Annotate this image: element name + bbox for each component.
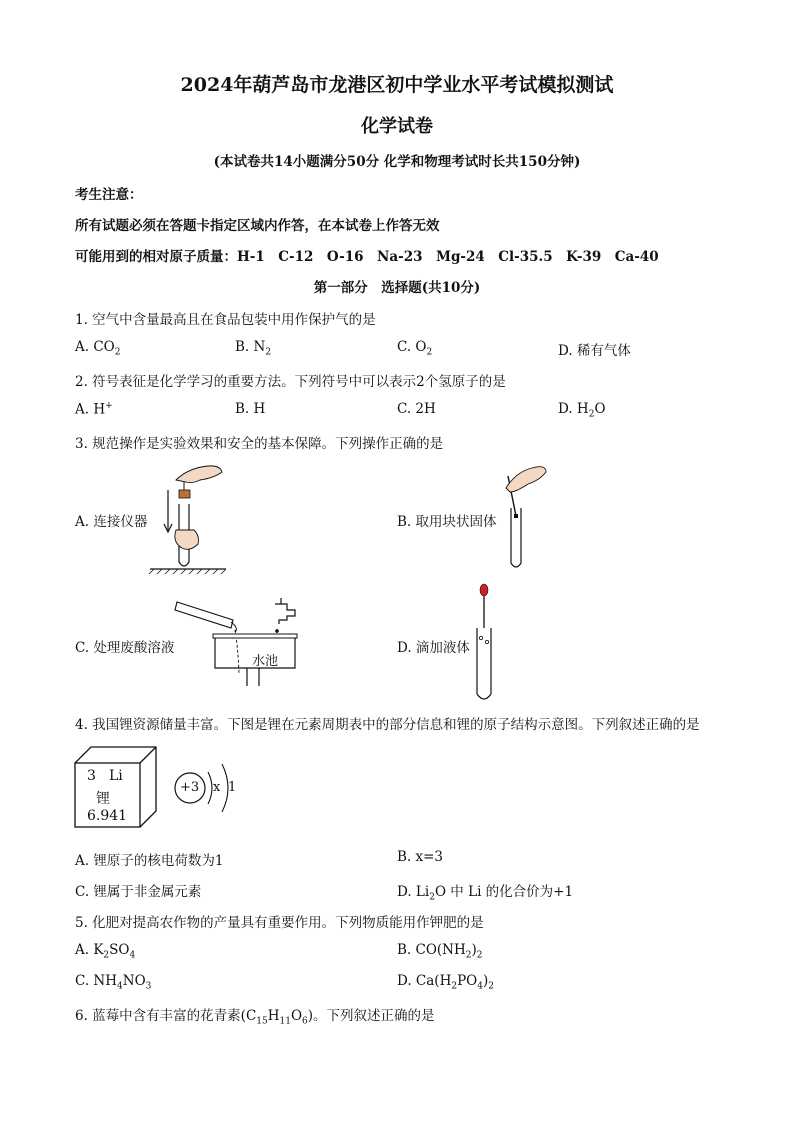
element-mass: 6.941 (87, 808, 128, 824)
question-1-option-b: B. $N_2$ (235, 339, 272, 358)
question-5-option-a: A. $K_2SO_4$ (75, 942, 136, 961)
section-title: 第一部分 选择题(共10分) (313, 280, 481, 296)
element-number: 3 (87, 768, 96, 784)
notice-label: 考生注意： (75, 187, 143, 203)
question-5-option-c: C. $NH_4NO_3$ (75, 973, 152, 992)
connect-apparatus-illustration (148, 460, 228, 575)
exam-note: (本试卷共14小题满分50分 化学和物理考试时长共150分钟) (213, 154, 581, 170)
question-2-option-b: B. H (235, 401, 266, 417)
question-6-stem: 6. 蓝莓中含有丰富的花青素$(C_{15}H_{11}O_6)$。下列叙述正确的是 (75, 1008, 435, 1027)
drop-liquid-illustration (470, 582, 500, 704)
exam-title: 2024年葫芦岛市龙港区初中学业水平考试模拟测试 (180, 74, 614, 96)
question-5-stem: 5. 化肥对提高农作物的产量具有重要作用。下列物质能用作钾肥的是 (75, 915, 484, 931)
take-solid-illustration (496, 458, 556, 573)
question-2-option-c: C. 2H (397, 401, 436, 417)
question-3-option-b: B. 取用块状固体 (397, 514, 497, 530)
question-3-option-d: D. 滴加液体 (397, 640, 470, 656)
question-5-option-d: D. $Ca(H_2PO_4)_2$ (397, 973, 494, 992)
waste-acid-illustration (175, 598, 305, 690)
question-1-option-a: A. $CO_2$ (75, 339, 121, 358)
question-4-option-d: D. $Li_2O$ 中 Li 的化合价为+1 (397, 884, 574, 903)
exam-subtitle: 化学试卷 (361, 116, 433, 137)
question-4-option-b: B. x=3 (397, 849, 444, 865)
question-4-option-a: A. 锂原子的核电荷数为1 (75, 853, 224, 869)
atom-shell-1: x (213, 780, 221, 795)
question-2-option-d: D. $H_2O$ (558, 401, 606, 420)
question-3-stem: 3. 规范操作是实验效果和安全的基本保障。下列操作正确的是 (75, 436, 444, 452)
question-1-option-d: D. 稀有气体 (558, 343, 631, 359)
question-5-option-b: B. $CO(NH_2)_2$ (397, 942, 483, 961)
question-4-stem: 4. 我国锂资源储量丰富。下图是锂在元素周期表中的部分信息和锂的原子结构示意图。下列叙述正确的是 (75, 717, 700, 733)
question-1-stem: 1. 空气中含量最高且在食品包装中用作保护气的是 (75, 312, 376, 328)
question-3-option-a: A. 连接仪器 (75, 514, 148, 530)
element-name: 锂 (96, 791, 110, 807)
question-3-option-c: C. 处理废酸溶液 (75, 640, 175, 656)
question-4-option-c: C. 锂属于非金属元素 (75, 884, 202, 900)
atomic-masses: 可能用到的相对原子质量：H-1 C-12 O-16 Na-23 Mg-24 Cl-35.5 K-39 Ca-40 (75, 249, 659, 265)
sink-label: 水池 (252, 654, 279, 669)
question-1-option-c: C. $O_2$ (397, 339, 433, 358)
atom-nucleus: +3 (180, 780, 200, 795)
element-symbol: Li (109, 768, 123, 784)
question-2-stem: 2. 符号表征是化学学习的重要方法。下列符号中可以表示2个氢原子的是 (75, 374, 506, 390)
question-2-option-a: A. H+ (75, 401, 113, 418)
notice-rule: 所有试题必须在答题卡指定区域内作答，在本试卷上作答无效 (75, 218, 440, 234)
atom-shell-2: 1 (228, 780, 237, 795)
